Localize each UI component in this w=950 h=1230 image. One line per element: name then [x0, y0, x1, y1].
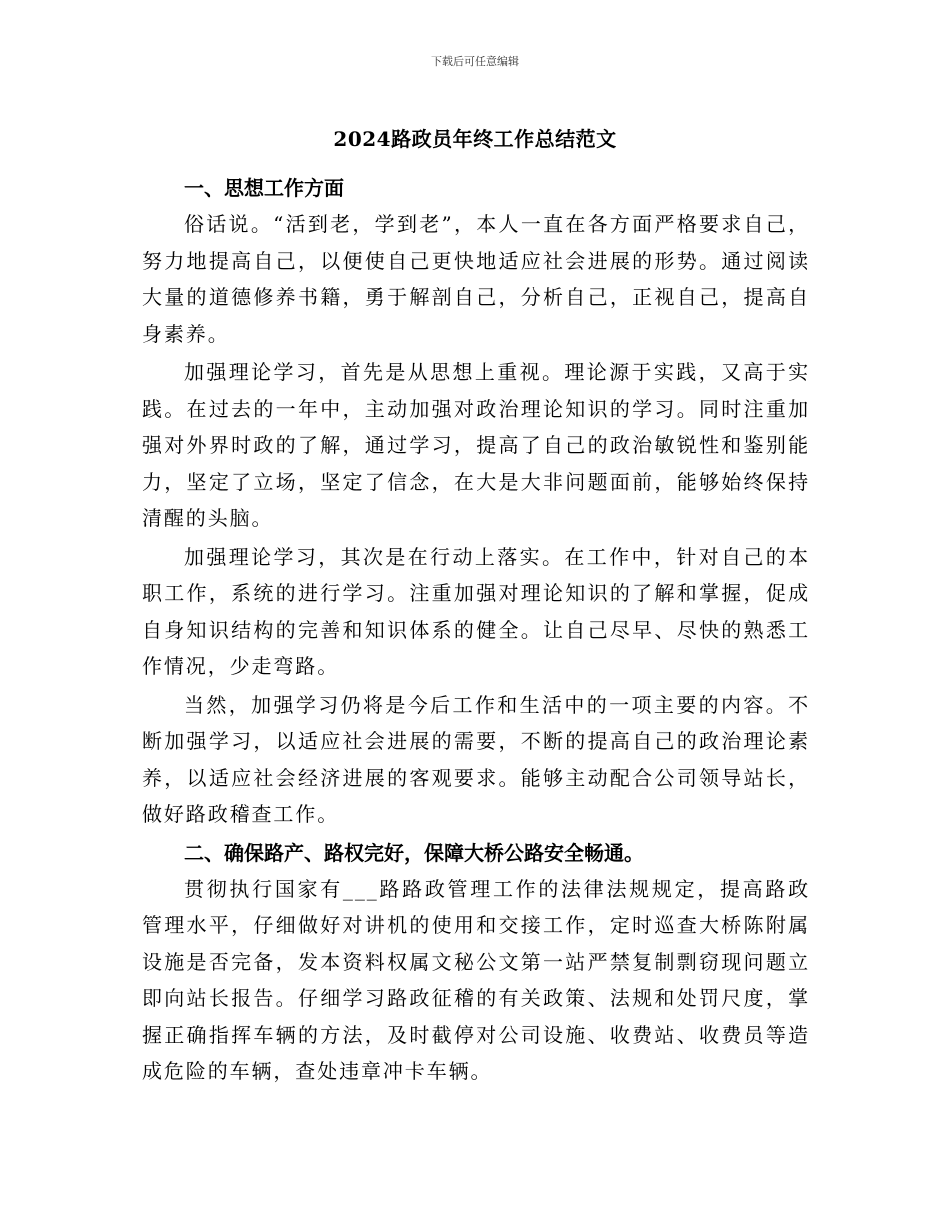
section-heading: 二、确保路产、路权完好，保障大桥公路安全畅通。: [184, 840, 644, 865]
section-heading: 一、思想工作方面: [184, 176, 344, 200]
header-note: 下载后可任意编辑: [431, 55, 519, 68]
paragraph: 当然，加强学习仍将是今后工作和生活中的一项主要的内容。不断加强学习，以适应社会进展的需要，不断的提高自己的政治理论素养，以适应社会经济进展的客观要求。能够主动配合公司领导站长，做好路政稽查工作。: [142, 692, 810, 826]
paragraph: 加强理论学习，首先是从思想上重视。理论源于实践，又高于实践。在过去的一年中，主动加强对政治理论知识的学习。同时注重加强对外界时政的了解，通过学习，提高了自己的政治敏锐性和鉴别能力，坚定了立场，坚定了信念，在大是大非问题面前，能够始终保持清醒的头脑。: [142, 360, 810, 530]
section-1: [142, 170, 810, 833]
section-2: [142, 835, 810, 1090]
document-body: [142, 170, 810, 1090]
document-title: 2024路政员年终工作总结范文: [333, 127, 617, 151]
paragraph: 俗话说。“活到老，学到老”，本人一直在各方面严格要求自己，努力地提高自己，以便使自己更快地适应社会进展的形势。通过阅读大量的道德修养书籍，勇于解剖自己，分析自己，正视自己，提高自身素养。: [142, 212, 810, 346]
paragraph: 贯彻执行国家有___路路政管理工作的法律法规规定，提高路政管理水平，仔细做好对讲机的使用和交接工作，定时巡查大桥陈附属设施是否完备，发本资料权属文秘公文第一站严禁复制剽窃现问题立即向站长报告。仔细学习路政征稽的有关政策、法规和处罚尺度，掌握正确指挥车辆的方法，及时截停对公司设施、收费站、收费员等造成危险的车辆，查处违章冲卡车辆。: [142, 876, 810, 1083]
paragraph: 加强理论学习，其次是在行动上落实。在工作中，针对自己的本职工作，系统的进行学习。注重加强对理论知识的了解和掌握，促成自身知识结构的完善和知识体系的健全。让自己尽早、尽快的熟悉工作情况，少走弯路。: [142, 544, 810, 678]
